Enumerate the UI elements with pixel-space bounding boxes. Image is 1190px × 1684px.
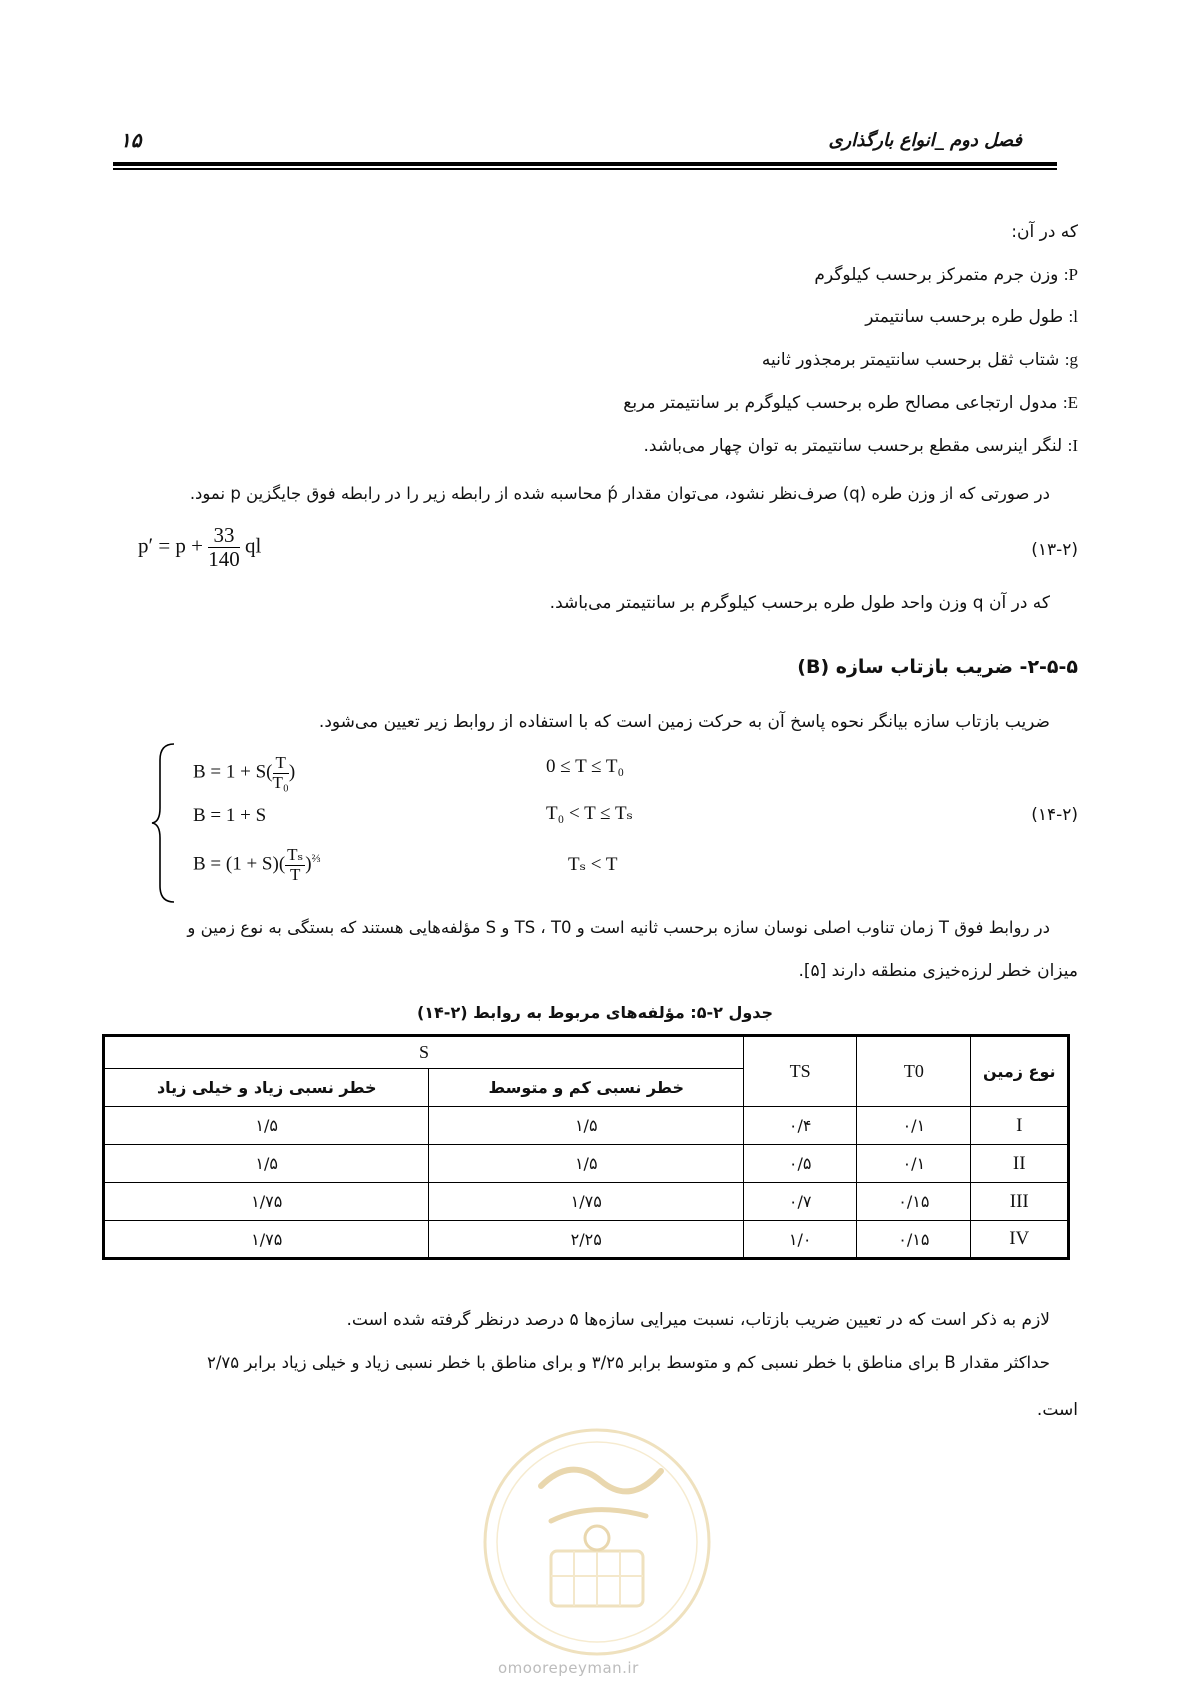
definition-item: [865, 307, 1078, 327]
cell-ts: ۰/۴: [744, 1107, 857, 1145]
definition-text: شتاب ثقل برحسب سانتیمتر برمجذور ثانیه: [761, 350, 1060, 370]
cell-t0: ۰/۱: [857, 1107, 971, 1145]
eq14-row1-lhs: B = 1 + S(: [193, 761, 273, 783]
watermark-url: omoorepeyman.ir: [498, 1659, 639, 1677]
cell-ts: ۰/۵: [744, 1145, 857, 1183]
eq14-row1-fraction: [273, 754, 289, 792]
header-rule-thin: [113, 168, 1057, 170]
eq14-row3-lhs: B = (1 + S)(: [193, 853, 286, 875]
table-row: [104, 1183, 1069, 1221]
definition-symbol: I:: [1067, 436, 1078, 455]
definition-item: [644, 436, 1079, 456]
eq14-row3-den: T: [290, 864, 301, 884]
header-s-high: خطر نسبی زیاد و خیلی زیاد: [104, 1069, 429, 1107]
section-intro: ضریب بازتاب سازه بیانگر نحوه پاسخ آن به حرکت زمین است که با استفاده از روابط زیر تعیین می‌شود.: [318, 712, 1050, 732]
definition-item: [814, 265, 1078, 285]
explanation-line-1: در روابط فوق T زمان تناوب اصلی نوسان سازه برحسب ثانیه است و TS ، T0 و S مؤلفه‌هایی هستند که بستگی به نوع زمین و: [187, 918, 1050, 937]
cell-s-high: ۱/۵: [104, 1145, 429, 1183]
q-note: که در آن q وزن واحد طول طره برحسب کیلوگرم بر سانتیمتر می‌باشد.: [549, 593, 1050, 613]
definition-item: [623, 393, 1078, 413]
cell-ts: ۱/۰: [744, 1221, 857, 1259]
table-row: [104, 1145, 1069, 1183]
cell-s-low: ۱/۵: [429, 1107, 744, 1145]
eq14-row3-exponent: ⅔: [311, 851, 321, 866]
definition-symbol: E:: [1062, 393, 1078, 412]
equation-13-tail: ql: [245, 533, 262, 558]
equation-13: [138, 524, 261, 571]
definition-text: مدول ارتجاعی مصالح طره برحسب کیلوگرم بر سانتیمتر مربع: [623, 393, 1058, 413]
eq14-row1-num: T: [273, 754, 289, 774]
definition-text: لنگر اینرسی مقطع برحسب سانتیمتر به توان چهار می‌باشد.: [643, 436, 1063, 456]
table-caption: جدول ۲-۵: مؤلفه‌های مربوط به روابط (۲-۱۴): [416, 1003, 774, 1022]
equation-14-row-3: [193, 846, 321, 884]
header-s: S: [104, 1036, 744, 1069]
explanation-line-2: میزان خطر لرزه‌خیزی منطقه دارند [۵].: [798, 961, 1078, 981]
header-t0: T0: [857, 1036, 971, 1107]
max-b-note: حداکثر مقدار B برای مناطق با خطر نسبی کم و متوسط برابر ۳/۲۵ و برای مناطق با خطر نسبی زیاد و خیلی زیاد برابر ۲/۷۵: [207, 1353, 1050, 1372]
table-row: [104, 1221, 1069, 1259]
eq14-row1-den: T₀: [272, 772, 289, 792]
max-b-note-end: است.: [1036, 1400, 1078, 1420]
header-rule: [113, 162, 1057, 166]
cell-s-low: ۲/۲۵: [429, 1221, 744, 1259]
definition-symbol: P:: [1063, 265, 1078, 284]
definition-symbol: g:: [1064, 350, 1078, 369]
eq14-row3-num: Tₛ: [287, 845, 304, 864]
equation-14-cond-3: Tₛ < T: [568, 854, 618, 875]
definition-text: طول طره برحسب سانتیمتر: [865, 307, 1064, 327]
cell-ts: ۰/۷: [744, 1183, 857, 1221]
eq14-row3-fraction: [285, 846, 305, 884]
cell-s-high: ۱/۵: [104, 1107, 429, 1145]
cell-t0: ۰/۱۵: [857, 1183, 971, 1221]
equation-14-cond-1: 0 ≤ T ≤ T₀: [546, 756, 625, 777]
equation-13-denominator: 140: [208, 547, 240, 572]
cell-s-high: ۱/۷۵: [104, 1183, 429, 1221]
cell-t0: ۰/۱۵: [857, 1221, 971, 1259]
equation-13-lhs: p′ = p +: [138, 533, 204, 558]
definitions-intro: که در آن:: [1011, 222, 1078, 242]
equation-14-cond-2: T₀ < T ≤ Tₛ: [546, 803, 633, 824]
cell-ground: IV: [971, 1221, 1069, 1259]
cell-ground: III: [971, 1183, 1069, 1221]
equation-14-row-1: [193, 754, 295, 792]
eq14-row1-close: ): [288, 761, 296, 783]
weight-note: در صورتی که از وزن طره (q) صرف‌نظر نشود، می‌توان مقدار ṕ محاسبه شده از رابطه زیر را در رابطه فوق جایگزین p نمود.: [189, 484, 1050, 503]
damping-note: لازم به ذکر است که در تعیین ضریب بازتاب، نسبت میرایی سازه‌ها ۵ درصد درنظر گرفته شده است.: [346, 1310, 1050, 1330]
header-ts: TS: [744, 1036, 857, 1107]
table-row: [104, 1107, 1069, 1145]
definition-text: وزن جرم متمرکز برحسب کیلوگرم: [814, 265, 1059, 285]
cell-s-low: ۱/۵: [429, 1145, 744, 1183]
header-ground-type: نوع زمین: [971, 1036, 1069, 1107]
parameters-table: [102, 1034, 1070, 1260]
section-title: ۲-۵-۵- ضریب بازتاب سازه (B): [797, 656, 1078, 678]
equation-13-numerator: 33: [208, 524, 240, 548]
chapter-title: فصل دوم _انواع بارگذاری: [828, 130, 1022, 151]
watermark-logo: [481, 1426, 713, 1658]
curly-brace: [150, 742, 180, 908]
page-number: ۱۵: [120, 128, 142, 152]
equation-14-number: (۱۴-۲): [1031, 805, 1078, 825]
header-s-low: خطر نسبی کم و متوسط: [429, 1069, 744, 1107]
equation-14-row-2: B = 1 + S: [193, 805, 267, 826]
eq14-row3-close: ): [305, 853, 312, 875]
cell-t0: ۰/۱: [857, 1145, 971, 1183]
definition-item: [762, 350, 1078, 370]
definition-symbol: l:: [1068, 307, 1078, 326]
cell-ground: II: [971, 1145, 1069, 1183]
equation-13-number: (۱۳-۲): [1031, 540, 1078, 560]
equation-13-fraction: [208, 524, 240, 571]
cell-ground: I: [971, 1107, 1069, 1145]
cell-s-high: ۱/۷۵: [104, 1221, 429, 1259]
cell-s-low: ۱/۷۵: [429, 1183, 744, 1221]
